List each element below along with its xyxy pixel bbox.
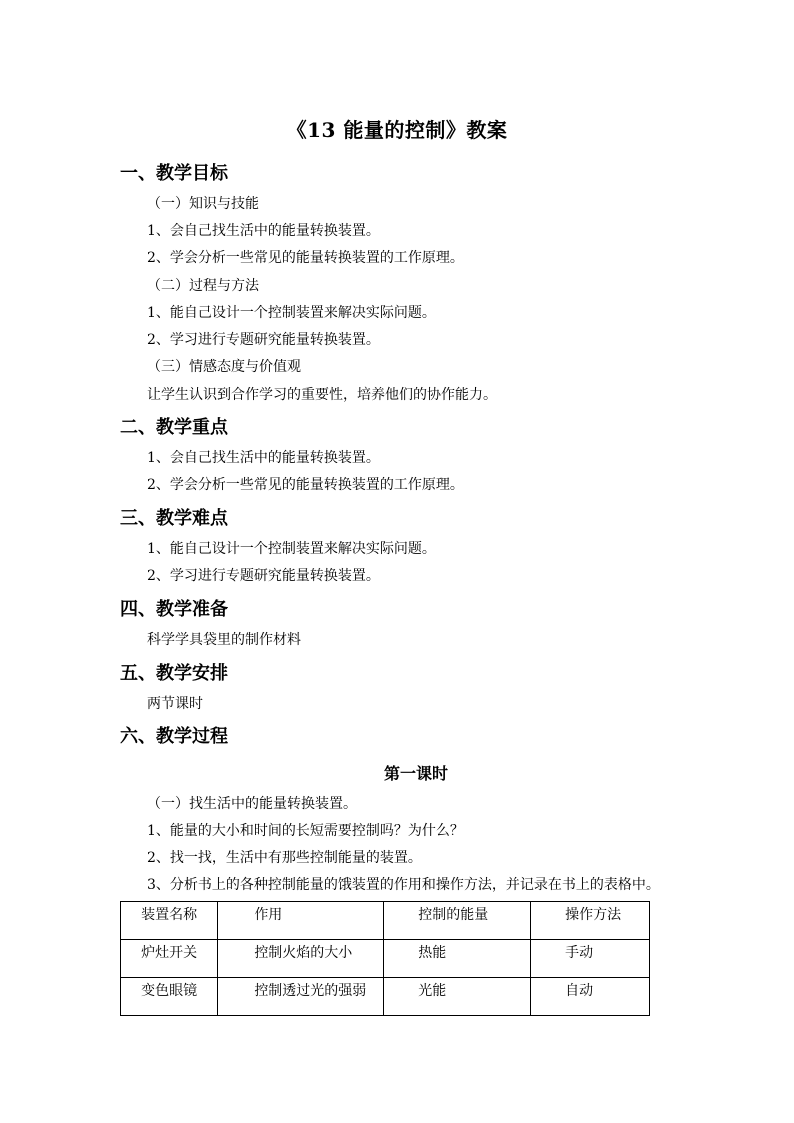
preparation-line: 科学学具袋里的制作材料 xyxy=(147,632,301,648)
table-cell: 控制透过光的强弱 xyxy=(218,978,384,1016)
table-cell: 控制火焰的大小 xyxy=(218,940,384,978)
objectives-line: 1、会自己找生活中的能量转换装置。 xyxy=(147,223,380,239)
table-header-row xyxy=(121,902,650,940)
table-cell: 变色眼镜 xyxy=(121,978,218,1016)
objectives-line: 让学生认识到合作学习的重要性，培养他们的协作能力。 xyxy=(147,387,497,403)
key-points-line: 1、会自己找生活中的能量转换装置。 xyxy=(147,450,380,466)
table-cell: 自动 xyxy=(531,978,650,1016)
energy-control-table xyxy=(120,901,650,1016)
process-line: 3、分析书上的各种控制能量的饿装置的作用和操作方法，并记录在书上的表格中。 xyxy=(147,877,660,893)
document-title: 《13 能量的控制》教案 xyxy=(286,118,508,142)
table-cell: 光能 xyxy=(384,978,531,1016)
lesson-subheading: 第一课时 xyxy=(383,764,448,783)
table-header-cell: 操作方法 xyxy=(531,902,650,940)
process-line: 1、能量的大小和时间的长短需要控制吗？为什么？ xyxy=(147,823,464,839)
section-heading-difficulties: 三、教学难点 xyxy=(120,508,228,529)
objectives-line: （三）情感态度与价值观 xyxy=(147,359,301,375)
process-line: 2、找一找，生活中有那些控制能量的装置。 xyxy=(147,850,422,866)
section-heading-key-points: 二、教学重点 xyxy=(120,417,228,438)
table-row xyxy=(121,978,650,1016)
process-line: （一）找生活中的能量转换装置。 xyxy=(147,796,357,812)
table-cell: 手动 xyxy=(531,940,650,978)
objectives-line: （一）知识与技能 xyxy=(147,196,259,212)
table-header-cell: 装置名称 xyxy=(121,902,218,940)
schedule-line: 两节课时 xyxy=(147,696,203,712)
table-cell: 热能 xyxy=(384,940,531,978)
difficulties-line: 2、学习进行专题研究能量转换装置。 xyxy=(147,568,380,584)
section-heading-preparation: 四、教学准备 xyxy=(120,599,228,620)
objectives-line: （二）过程与方法 xyxy=(147,278,259,294)
table-cell: 炉灶开关 xyxy=(121,940,218,978)
objectives-line: 2、学习进行专题研究能量转换装置。 xyxy=(147,332,380,348)
table-header-cell: 控制的能量 xyxy=(384,902,531,940)
section-heading-process: 六、教学过程 xyxy=(120,726,228,747)
section-heading-schedule: 五、教学安排 xyxy=(120,663,228,684)
difficulties-line: 1、能自己设计一个控制装置来解决实际问题。 xyxy=(147,541,436,557)
objectives-line: 2、学会分析一些常见的能量转换装置的工作原理。 xyxy=(147,250,464,266)
table-header-cell: 作用 xyxy=(218,902,384,940)
table-row xyxy=(121,940,650,978)
section-heading-objectives: 一、教学目标 xyxy=(120,163,228,184)
objectives-line: 1、能自己设计一个控制装置来解决实际问题。 xyxy=(147,305,436,321)
key-points-line: 2、学会分析一些常见的能量转换装置的工作原理。 xyxy=(147,477,464,493)
